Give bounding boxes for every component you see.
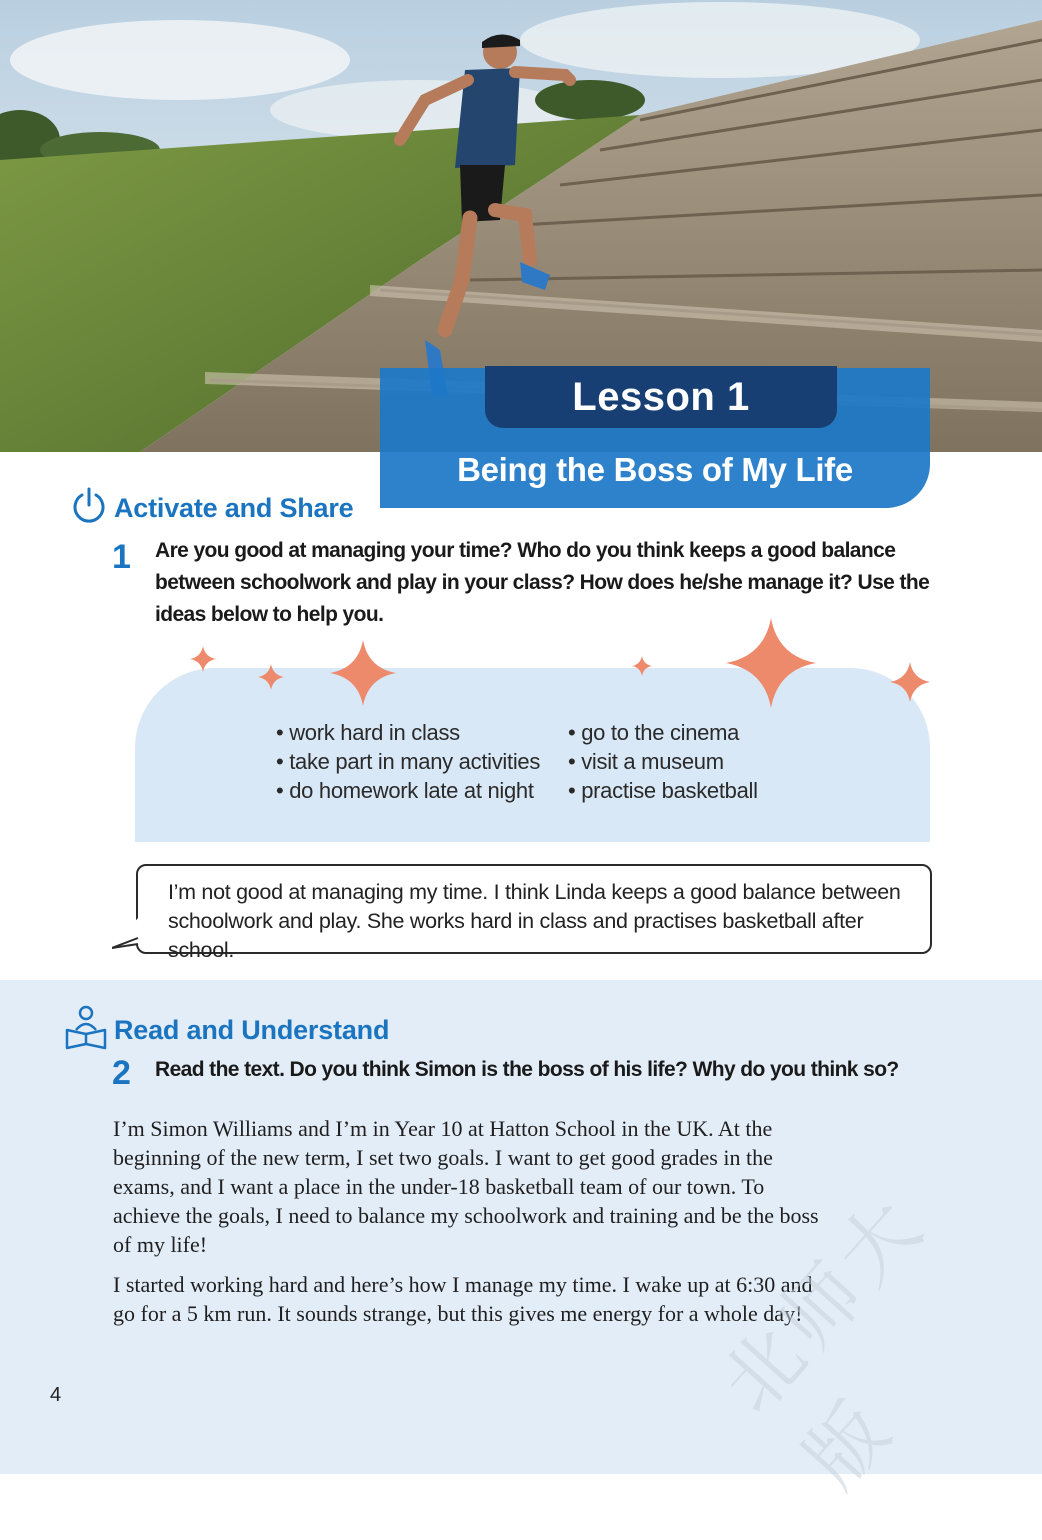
idea-item: • go to the cinema [568, 718, 758, 747]
read-heading-text: Read and Understand [114, 1015, 390, 1045]
reading-paragraph-2 [113, 1270, 943, 1328]
sparkle-icon [726, 618, 816, 708]
page-number: 4 [50, 1384, 62, 1406]
power-icon [70, 486, 108, 531]
reading-line: achieve the goals, I need to balance my schoolwork and training and be the boss [113, 1203, 819, 1228]
task-number-2: 2 [112, 1054, 131, 1092]
read-section-heading [64, 1004, 389, 1057]
ideas-list-right [568, 718, 758, 805]
idea-item: • visit a museum [568, 747, 758, 776]
reading-line: beginning of the new term, I set two goals. I want to get good grades in the [113, 1145, 773, 1170]
example-line: I’m not good at managing my time. I think Linda keeps a good balance between [168, 880, 901, 904]
task-number-1: 1 [112, 538, 131, 576]
sparkle-icon [890, 662, 930, 702]
activate-heading-text: Activate and Share [114, 493, 354, 523]
example-line: schoolwork and play. She works hard in class and practises basketball after school. [168, 909, 864, 962]
ideas-list-left [276, 718, 540, 805]
example-answer-text [168, 878, 918, 965]
task-1-line: Are you good at managing your time? Who do you think keeps a good balance [155, 539, 896, 562]
task-1-line: ideas below to help you. [155, 603, 384, 626]
reading-line: go for a 5 km run. It sounds strange, but this gives me energy for a whole day! [113, 1301, 803, 1326]
task-1-line: between schoolwork and play in your class? How does he/she manage it? Use the [155, 571, 930, 594]
sparkle-icon [632, 656, 652, 676]
speech-bubble-tail [112, 918, 142, 952]
task-1-text [155, 535, 955, 631]
lesson-number: Lesson 1 [485, 366, 837, 428]
reading-line: exams, and I want a place in the under-18 basketball team of our town. To [113, 1174, 765, 1199]
task-2-text: Read the text. Do you think Simon is the boss of his life? Why do you think so? [155, 1058, 899, 1081]
reading-line: I’m Simon Williams and I’m in Year 10 at Hatton School in the UK. At the [113, 1116, 773, 1141]
activate-section-heading [70, 486, 354, 531]
sparkle-icon [258, 664, 284, 690]
sparkle-icon [190, 646, 216, 672]
lesson-title: Being the Boss of My Life [457, 451, 853, 488]
idea-item: • do homework late at night [276, 776, 540, 805]
publisher-watermark: 北师大版 [704, 1177, 945, 1505]
sparkle-icon [330, 640, 396, 706]
reading-line: I started working hard and here’s how I manage my time. I wake up at 6:30 and [113, 1272, 813, 1297]
reading-line: of my life! [113, 1232, 208, 1257]
idea-item: • practise basketball [568, 776, 758, 805]
reading-person-icon [64, 1004, 108, 1057]
idea-item: • work hard in class [276, 718, 540, 747]
reading-paragraph-1 [113, 1114, 943, 1259]
idea-item: • take part in many activities [276, 747, 540, 776]
